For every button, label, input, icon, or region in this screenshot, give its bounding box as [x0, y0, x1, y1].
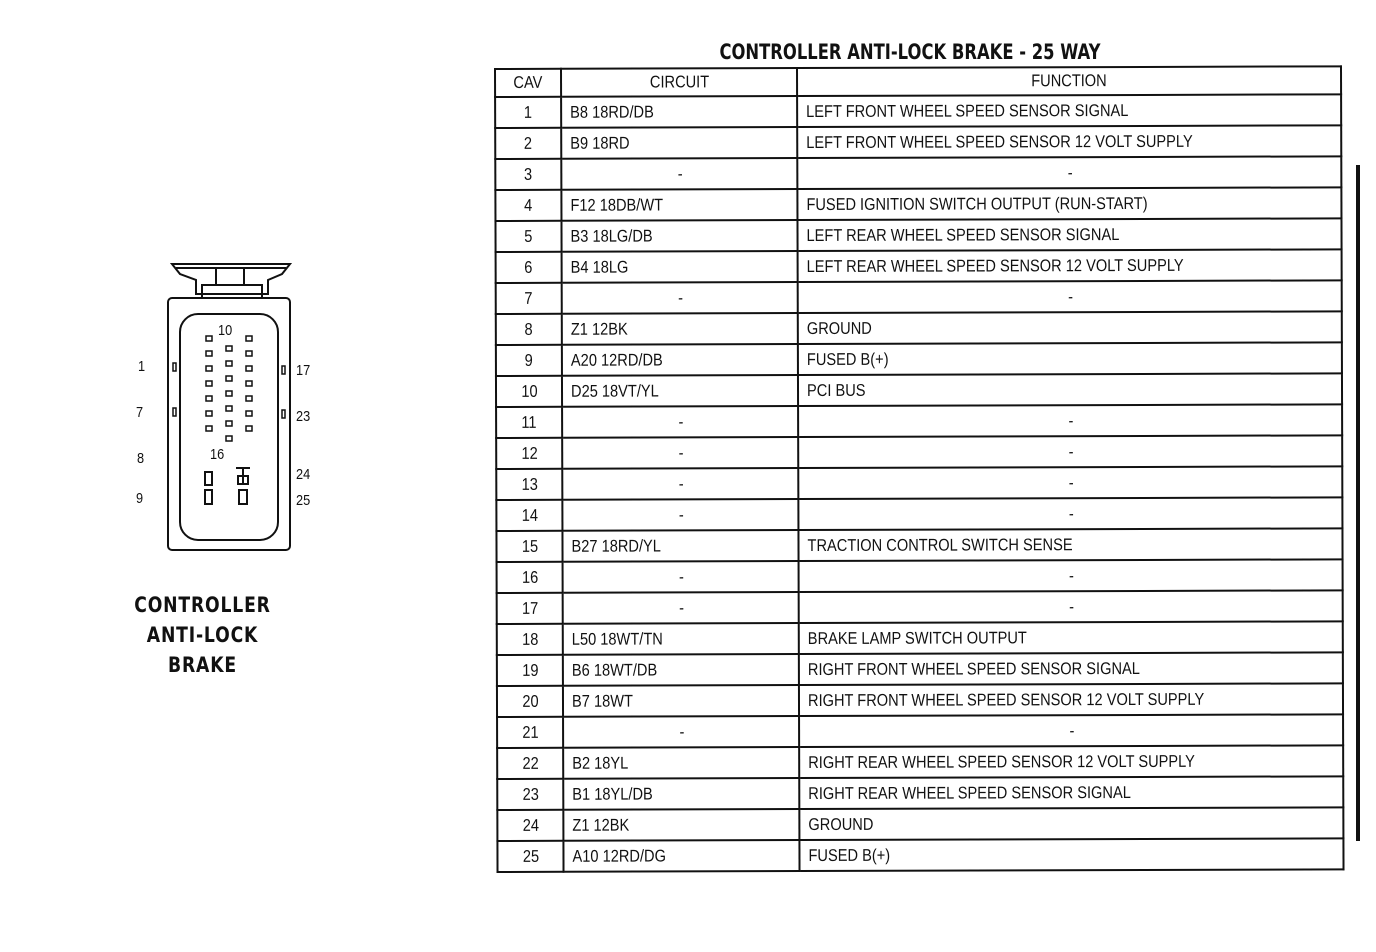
table-row — [496, 342, 1342, 376]
table-row — [496, 311, 1342, 345]
cell-circuit: Z1 12BK — [562, 313, 798, 345]
cell-function: GROUND — [798, 311, 1342, 344]
pin-label-8: 8 — [137, 450, 145, 467]
cell-function: TRACTION CONTROL SWITCH SENSE — [798, 528, 1342, 561]
table-row — [496, 497, 1342, 531]
cell-function: LEFT FRONT WHEEL SPEED SENSOR SIGNAL — [797, 94, 1341, 127]
cell-cav: 13 — [496, 469, 562, 500]
cell-circuit: B7 18WT — [563, 685, 799, 717]
cell-function: - — [799, 714, 1343, 747]
cell-cav: 10 — [496, 376, 562, 407]
cell-circuit: A20 12RD/DB — [562, 344, 798, 376]
cell-circuit: - — [563, 716, 799, 748]
cell-circuit: Z1 12BK — [563, 809, 799, 841]
table-row — [496, 249, 1342, 283]
cell-function: RIGHT FRONT WHEEL SPEED SENSOR SIGNAL — [799, 652, 1343, 685]
table-row — [496, 466, 1342, 500]
cell-function: - — [798, 497, 1342, 530]
cell-cav: 9 — [496, 345, 562, 376]
connector-caption — [114, 590, 290, 680]
cell-cav: 1 — [495, 97, 561, 128]
pinout-table — [494, 65, 1345, 873]
cell-cav: 6 — [496, 252, 562, 283]
cell-cav: 23 — [497, 779, 563, 810]
cell-cav: 25 — [497, 841, 563, 872]
table-row — [497, 559, 1343, 593]
caption-line-3: BRAKE — [168, 653, 237, 677]
cell-function: RIGHT REAR WHEEL SPEED SENSOR SIGNAL — [799, 776, 1343, 809]
cell-circuit: B4 18LG — [562, 251, 798, 283]
power-terminals — [205, 468, 250, 504]
cell-circuit: B27 18RD/YL — [562, 530, 798, 562]
cell-cav: 20 — [497, 686, 563, 717]
cell-function: PCI BUS — [798, 373, 1342, 406]
cell-circuit: - — [562, 282, 798, 314]
cell-cav: 11 — [496, 407, 562, 438]
cell-function: - — [797, 156, 1341, 189]
table-header-row — [495, 66, 1341, 97]
cell-function: - — [798, 466, 1342, 499]
cell-cav: 19 — [497, 655, 563, 686]
cell-circuit: D25 18VT/YL — [562, 375, 798, 407]
cell-circuit: B2 18YL — [563, 747, 799, 779]
cell-function: GROUND — [799, 807, 1343, 840]
header-circuit: CIRCUIT — [561, 68, 797, 97]
cell-function: FUSED IGNITION SWITCH OUTPUT (RUN-START) — [797, 187, 1341, 220]
cell-cav: 5 — [495, 221, 561, 252]
cell-cav: 22 — [497, 748, 563, 779]
pin-label-9: 9 — [136, 490, 144, 507]
table-row — [497, 590, 1343, 624]
table-row — [496, 404, 1342, 438]
pinout-body — [495, 94, 1343, 872]
table-row — [497, 807, 1343, 841]
pin-label-25: 25 — [296, 492, 311, 509]
cell-circuit: - — [563, 592, 799, 624]
cell-cav: 7 — [496, 283, 562, 314]
cell-cav: 14 — [496, 500, 562, 531]
cell-function: RIGHT REAR WHEEL SPEED SENSOR 12 VOLT SUPPLY — [799, 745, 1343, 778]
page-edge-bar — [1356, 165, 1360, 841]
cell-function: LEFT REAR WHEEL SPEED SENSOR SIGNAL — [797, 218, 1341, 251]
table-row — [496, 528, 1342, 562]
cell-circuit: B3 18LG/DB — [561, 220, 797, 252]
table-title: CONTROLLER ANTI-LOCK BRAKE - 25 WAY — [719, 40, 1101, 64]
cell-circuit: B9 18RD — [561, 127, 797, 159]
table-row — [497, 714, 1343, 748]
table-row — [497, 652, 1343, 686]
cell-cav: 8 — [496, 314, 562, 345]
connector-cavity — [180, 314, 278, 540]
cell-function: RIGHT FRONT WHEEL SPEED SENSOR 12 VOLT SUPPLY — [799, 683, 1343, 716]
cell-function: FUSED B(+) — [799, 838, 1343, 871]
table-row — [497, 621, 1343, 655]
pin-label-24: 24 — [296, 466, 311, 483]
table-row — [497, 683, 1343, 717]
table-row — [495, 94, 1341, 128]
connector-latch — [172, 264, 290, 298]
cell-cav: 21 — [497, 717, 563, 748]
pin-label-16: 16 — [210, 446, 225, 463]
cell-cav: 16 — [497, 562, 563, 593]
cell-cav: 15 — [496, 531, 562, 562]
connector-diagram — [120, 250, 340, 570]
caption-line-2: ANTI-LOCK — [146, 623, 259, 647]
table-row — [495, 156, 1341, 190]
table-row — [495, 218, 1341, 252]
cell-function: - — [799, 559, 1343, 592]
table-row — [495, 187, 1341, 221]
cell-circuit: A10 12RD/DG — [563, 840, 799, 872]
caption-line-1: CONTROLLER — [134, 593, 271, 617]
cell-function: LEFT FRONT WHEEL SPEED SENSOR 12 VOLT SUPPLY — [797, 125, 1341, 158]
pin-label-17: 17 — [296, 362, 311, 379]
cell-function: BRAKE LAMP SWITCH OUTPUT — [799, 621, 1343, 654]
cell-function: - — [798, 404, 1342, 437]
cell-cav: 3 — [495, 159, 561, 190]
cell-function: - — [798, 435, 1342, 468]
table-row — [497, 838, 1343, 872]
cell-function: LEFT REAR WHEEL SPEED SENSOR 12 VOLT SUPPLY — [798, 249, 1342, 282]
table-row — [497, 745, 1343, 779]
cell-cav: 2 — [495, 128, 561, 159]
cell-circuit: - — [562, 468, 798, 500]
cell-cav: 18 — [497, 624, 563, 655]
table-row — [496, 435, 1342, 469]
cell-function: FUSED B(+) — [798, 342, 1342, 375]
cell-cav: 17 — [497, 593, 563, 624]
pin-label-1: 1 — [138, 358, 146, 375]
cell-circuit: - — [563, 561, 799, 593]
cell-circuit: B6 18WT/DB — [563, 654, 799, 686]
cell-function: - — [798, 280, 1342, 313]
terminal-grid — [206, 336, 252, 441]
cell-circuit: - — [561, 158, 797, 190]
cell-circuit: F12 18DB/WT — [561, 189, 797, 221]
cell-cav: 4 — [495, 190, 561, 221]
pin-label-10: 10 — [218, 322, 233, 339]
table-row — [496, 280, 1342, 314]
cell-circuit: L50 18WT/TN — [563, 623, 799, 655]
pin-label-7: 7 — [136, 404, 144, 421]
cell-circuit: B8 18RD/DB — [561, 96, 797, 128]
cell-circuit: - — [562, 406, 798, 438]
table-row — [496, 373, 1342, 407]
cell-circuit: - — [562, 437, 798, 469]
table-row — [497, 776, 1343, 810]
cell-cav: 12 — [496, 438, 562, 469]
cell-cav: 24 — [497, 810, 563, 841]
table-row — [495, 125, 1341, 159]
header-cav: CAV — [495, 69, 561, 97]
pin-label-23: 23 — [296, 408, 311, 425]
cell-circuit: B1 18YL/DB — [563, 778, 799, 810]
header-function: FUNCTION — [797, 66, 1341, 96]
cell-circuit: - — [562, 499, 798, 531]
cell-function: - — [799, 590, 1343, 623]
